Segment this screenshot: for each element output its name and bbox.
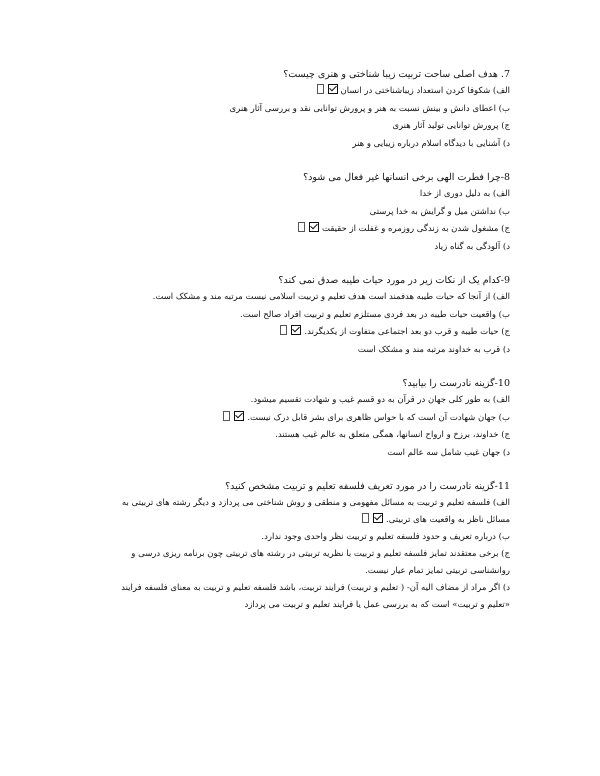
option-b: ب) نداشتن میل و گرایش به خدا پرستی <box>369 206 510 217</box>
checkmark-icon <box>328 84 338 94</box>
question-title: 7. هدف اصلی ساحت تربیت زیبا شناختی و هنری چیست؟ <box>283 69 510 80</box>
option-a <box>98 495 510 529</box>
option-d: د) اگر مراد از مضاف الیه آن- ( تعلیم و تربیت) فرایند تربیت، باشد فلسفه تعلیم و تربیت به معنای فلسفه فرایند «تعلیم و تربیت» است که به بررسی عمل یا فرایند تعلیم و تربیت می پردازد <box>121 583 510 610</box>
option-text: ب) جهان شهادت آن است که با حواس ظاهری برای بشر قابل درک نیست. <box>247 412 510 423</box>
question-title: 9-کدام یک از نکات زیر در مورد حیات طیبه صدق نمی کند؟ <box>278 275 510 286</box>
option-text: ج) حیات طیبه و قرب دو بعد اجتماعی متفاوت از یکدیگرند. <box>304 327 510 337</box>
empty-box-icon <box>362 513 369 523</box>
option-d: د) آلودگی به گناه زیاد <box>434 241 510 252</box>
question-8 <box>98 169 510 256</box>
checkmark-icon <box>309 222 319 232</box>
option-b <box>98 410 510 428</box>
option-b: ب) اعطای دانش و بینش نسبت به هنر و پرورش توانایی نقد و بررسی آثار هنری <box>229 103 510 114</box>
option-c: ج) پرورش توانایی تولید آثار هنری <box>392 121 510 131</box>
option-text: الف) شکوفا کردن استعداد زیباشناختی در انسان <box>340 86 510 96</box>
question-title: 10-گزینه نادرست را بیابید؟ <box>402 378 510 389</box>
checkmark-icon <box>234 411 244 421</box>
empty-box-icon <box>280 325 287 335</box>
option-a <box>98 83 510 101</box>
option-c: ج) خداوند، برزخ و ارواح انسانها، همگی متعلق به عالم غیب هستند. <box>275 430 510 440</box>
question-title: 8-چرا فطرت الهی برخی انسانها غیر فعال می شود؟ <box>303 172 510 183</box>
option-a: الف) از آنجا که حیات طیبه هدفمند است هدف تعلیم و تربیت اسلامی نیست مرتبه مند و مشکک است. <box>152 292 510 302</box>
empty-box-icon <box>317 84 324 94</box>
option-d: د) جهان غیب شامل سه عالم است <box>387 447 510 458</box>
document-page <box>98 66 510 630</box>
option-c <box>98 221 510 239</box>
question-10 <box>98 375 510 462</box>
question-7 <box>98 66 510 153</box>
question-9 <box>98 272 510 359</box>
option-d: د) قرب به خداوند مرتبه مند و مشکک است <box>357 344 510 355</box>
option-text: ج) مشغول شدن به زندگی روزمره و غفلت از حقیقت <box>322 224 510 234</box>
empty-box-icon <box>223 411 230 421</box>
question-title: 11-گزینه نادرست را در مورد تعریف فلسفه تعلیم و تربیت مشخص کنید؟ <box>225 481 510 492</box>
option-b: ب) درباره تعریف و حدود فلسفه تعلیم و تربیت نظر واحدی وجود ندارد. <box>261 532 510 542</box>
question-11 <box>98 478 510 614</box>
option-text: الف) فلسفه تعلیم و تربیت به مسائل مفهومی و منطقی و روش شناختی می پردازد و دیگر رشته های تربیتی به مسائل ناظر به واقعیت های تربیتی. <box>121 498 510 525</box>
option-c: ج) برخی معتقدند تمایز فلسفه تعلیم و تربیت با نظریه تربیتی در رشته های تربیتی چون برنامه ریزی درسی و روانشناسی تربیتی تمایز تمام عیار نیست. <box>131 549 510 576</box>
empty-box-icon <box>298 222 305 232</box>
option-c <box>98 324 510 342</box>
option-a: الف) به دلیل دوری از خدا <box>419 189 510 199</box>
checkmark-icon <box>291 325 301 335</box>
option-b: ب) واقعیت حیات طیبه در بعد فردی مستلزم تعلیم و تربیت افراد صالح است. <box>240 309 510 320</box>
option-a: الف) به طور کلی جهان در قرآن به دو قسم غیب و شهادت تقسیم میشود. <box>250 395 510 405</box>
checkmark-icon <box>373 513 383 523</box>
option-d: د) آشنایی با دیدگاه اسلام درباره زیبایی و هنر <box>352 138 510 149</box>
